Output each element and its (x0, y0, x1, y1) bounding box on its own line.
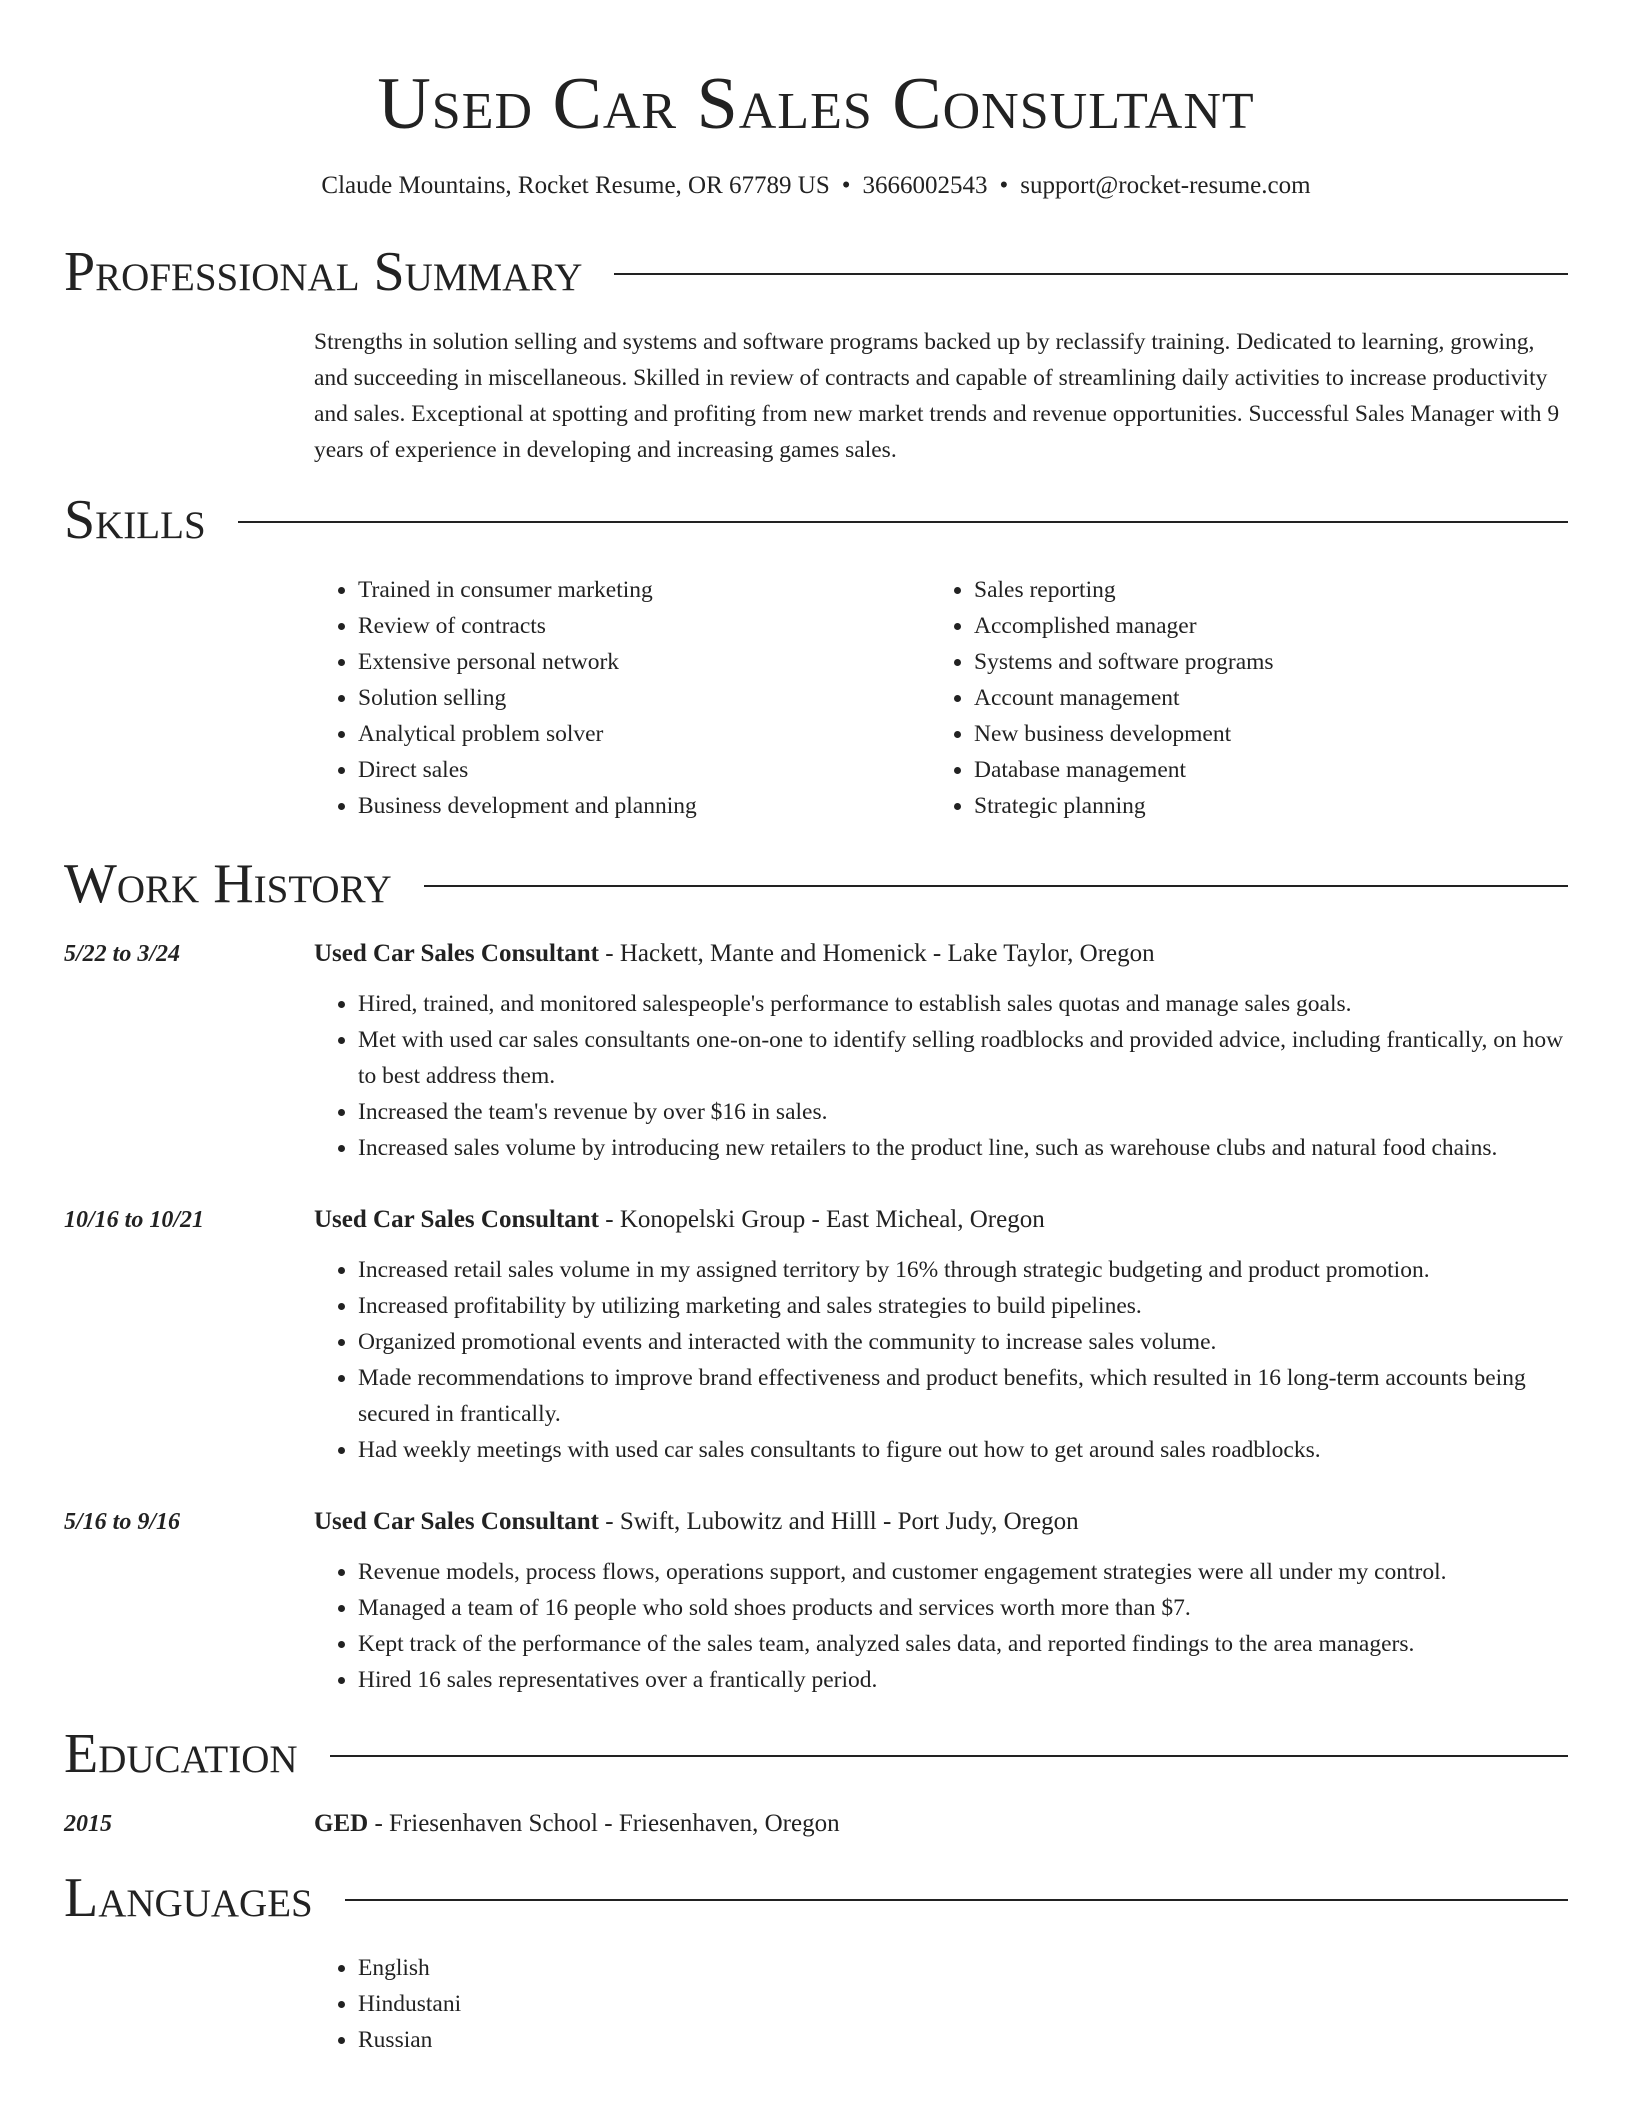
job-company: - Swift, Lubowitz and Hilll - Port Judy, Oregon (599, 1508, 1079, 1535)
skills-heading: Skills (64, 489, 206, 551)
job-header (314, 936, 1568, 972)
job-role: Used Car Sales Consultant (314, 1508, 599, 1535)
job-bullet: • Increased the team's revenue by over $16 in sales. (358, 1094, 1568, 1130)
skill-item: • New business development (974, 716, 1546, 752)
section-divider (345, 1899, 1568, 1901)
skill-item: • Database management (974, 752, 1546, 788)
skills-grid (314, 572, 1568, 824)
contact-line (64, 170, 1568, 202)
languages-section-heading (64, 1868, 1568, 1928)
language-item: • English (358, 1950, 1568, 1986)
summary-section-heading (64, 242, 1568, 302)
job-bullet: • Increased retail sales volume in my assigned territory by 16% through strategic budgeting and product promotion. (358, 1252, 1568, 1288)
job-bullet: • Had weekly meetings with used car sales consultants to figure out how to get around sales roadblocks. (358, 1432, 1568, 1468)
job-bullets (314, 1252, 1568, 1468)
language-item: • Hindustani (358, 1986, 1568, 2022)
section-divider (238, 521, 1568, 523)
job-bullet: • Met with used car sales consultants one-on-one to identify selling roadblocks and provided advice, including frantically, on how to best address them. (358, 1022, 1568, 1094)
skill-item: • Trained in consumer marketing (358, 572, 930, 608)
skill-item: • Sales reporting (974, 572, 1546, 608)
job-bullet: • Hired 16 sales representatives over a frantically period. (358, 1662, 1568, 1698)
contact-email: support@rocket-resume.com (1020, 172, 1311, 199)
section-divider (330, 1755, 1568, 1757)
job-company: - Hackett, Mante and Homenick - Lake Taylor, Oregon (599, 940, 1155, 967)
skills-column-left (314, 572, 930, 824)
education-year: 2015 (64, 1811, 112, 1837)
skill-item: • Account management (974, 680, 1546, 716)
job-body (314, 1202, 1568, 1468)
job-body (314, 936, 1568, 1166)
skills-column-right (930, 572, 1546, 824)
skill-item: • Business development and planning (358, 788, 930, 824)
job-company: - Konopelski Group - East Micheal, Oregon (599, 1206, 1045, 1233)
job-bullet: • Increased profitability by utilizing marketing and sales strategies to build pipelines. (358, 1288, 1568, 1324)
contact-separator: • (841, 172, 851, 199)
education-body (314, 1806, 840, 1842)
skills-section-heading (64, 490, 1568, 550)
job-entry (64, 1202, 1568, 1468)
work-heading: Work History (64, 853, 392, 915)
job-bullet: • Increased sales volume by introducing new retailers to the product line, such as warehouse clubs and natural food chains. (358, 1130, 1568, 1166)
job-bullets (314, 1554, 1568, 1698)
contact-separator: • (999, 172, 1009, 199)
job-bullet: • Hired, trained, and monitored salespeople's performance to establish sales quotas and manage sales goals. (358, 986, 1568, 1022)
languages-heading: Languages (64, 1867, 313, 1929)
skill-item: • Solution selling (358, 680, 930, 716)
job-dates: 5/22 to 3/24 (64, 941, 181, 967)
contact-address: Claude Mountains, Rocket Resume, OR 67789 US (321, 172, 830, 199)
education-heading: Education (64, 1723, 298, 1785)
job-bullet: • Organized promotional events and interacted with the community to increase sales volume. (358, 1324, 1568, 1360)
education-entry (64, 1806, 1568, 1842)
job-header (314, 1202, 1568, 1238)
education-degree: GED (314, 1810, 369, 1837)
job-entry (64, 936, 1568, 1166)
skill-item: • Direct sales (358, 752, 930, 788)
contact-phone: 3666002543 (862, 172, 988, 199)
job-bullets (314, 986, 1568, 1166)
job-bullet: • Kept track of the performance of the sales team, analyzed sales data, and reported findings to the area managers. (358, 1626, 1568, 1662)
job-bullet: • Revenue models, process flows, operations support, and customer engagement strategies were all under my control. (358, 1554, 1568, 1590)
section-divider (424, 885, 1568, 887)
job-header (314, 1504, 1568, 1540)
languages-list (314, 1950, 1568, 2058)
job-bullet: • Managed a team of 16 people who sold shoes products and services worth more than $7. (358, 1590, 1568, 1626)
job-dates: 5/16 to 9/16 (64, 1509, 181, 1535)
education-school: - Friesenhaven School - Friesenhaven, Oregon (368, 1810, 840, 1837)
language-item: • Russian (358, 2022, 1568, 2058)
job-body (314, 1504, 1568, 1698)
job-entry (64, 1504, 1568, 1698)
skill-item: • Systems and software programs (974, 644, 1546, 680)
job-role: Used Car Sales Consultant (314, 1206, 599, 1233)
skill-item: • Accomplished manager (974, 608, 1546, 644)
section-divider (614, 273, 1568, 275)
education-section-heading (64, 1724, 1568, 1784)
work-section-heading (64, 854, 1568, 914)
skill-item: • Strategic planning (974, 788, 1546, 824)
summary-text: Strengths in solution selling and systems and software programs backed up by reclassify training. Dedicated to learning, growing, and succeeding in miscellaneous. Skilled in review of contracts and capable of streamlining daily activities to increase productivity and sales. Exceptional at spotting and profiting from new market trends and revenue opportunities. Successful Sales Manager with 9 years of experience in developing and increasing games sales. (314, 329, 1560, 463)
job-bullet: • Made recommendations to improve brand effectiveness and product benefits, which resulted in 16 long-term accounts being secured in frantically. (358, 1360, 1568, 1432)
summary-heading: Professional Summary (64, 241, 583, 303)
skill-item: • Extensive personal network (358, 644, 930, 680)
skill-item: • Analytical problem solver (358, 716, 930, 752)
resume-title: Used Car Sales Consultant (377, 63, 1255, 145)
job-dates: 10/16 to 10/21 (64, 1207, 205, 1233)
job-role: Used Car Sales Consultant (314, 940, 599, 967)
skill-item: • Review of contracts (358, 608, 930, 644)
